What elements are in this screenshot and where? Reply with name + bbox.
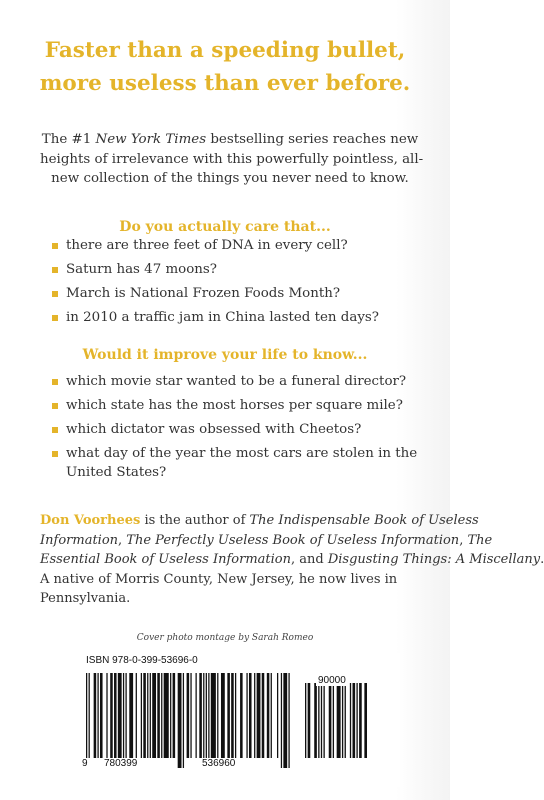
book-title: Essential Book of Useless Information	[40, 552, 291, 567]
barcode-digit-prefix: 9	[82, 758, 88, 769]
list-item-text: which movie star wanted to be a funeral director?	[66, 374, 407, 389]
barcode-bar	[314, 683, 317, 758]
barcode-bar	[196, 673, 197, 758]
list-item-text: what day of the year the most cars are stolen in the United States?	[66, 446, 418, 480]
headline-line-2: more useless than ever before.	[39, 71, 411, 96]
bio-text: .	[540, 552, 544, 567]
barcode-bar	[227, 673, 230, 758]
barcode-bar	[305, 683, 306, 758]
book-title: The Perfectly Useless Book of Useless Information	[126, 532, 460, 548]
barcode-bar	[106, 673, 107, 758]
barcode-bar	[364, 683, 367, 758]
barcode-bar	[308, 683, 311, 758]
list-item	[52, 308, 432, 327]
list-item-text: March is National Frozen Foods Month?	[66, 286, 341, 301]
barcode-digits-left: 780399	[104, 758, 138, 769]
list-item-text: which dictator was obsessed with Cheetos?	[66, 422, 362, 437]
barcode-bar	[152, 673, 156, 758]
barcode-bar	[235, 673, 236, 758]
section1-heading: Do you actually care that...	[119, 219, 331, 235]
barcode-bar	[208, 673, 209, 758]
list-item-text: which state has the most horses per square mile?	[66, 398, 403, 413]
barcode-bar	[157, 673, 160, 758]
barcode-bar	[125, 673, 126, 758]
bio-line-4: A native of Morris County, New Jersey, he now lives in	[40, 571, 398, 587]
barcode-bar	[277, 673, 278, 758]
bio-line-2	[40, 531, 493, 551]
barcode-bar	[321, 683, 322, 758]
barcode-bar	[141, 673, 142, 758]
list-item	[52, 444, 427, 482]
barcode-bar	[89, 673, 90, 768]
barcode-bar	[288, 673, 289, 768]
barcode-addon-digits: 90000	[318, 675, 346, 686]
barcode-bar	[150, 673, 151, 758]
intro-line-1	[40, 130, 420, 150]
barcode-bar	[86, 673, 87, 768]
barcode-bar	[240, 673, 243, 758]
barcode-bar	[257, 673, 261, 758]
barcode-bar	[333, 683, 334, 758]
barcode-bar	[183, 673, 184, 768]
headline-line-1: Faster than a speeding bullet,	[44, 38, 406, 63]
barcode-bar	[267, 673, 270, 758]
isbn-number: ISBN 978-0-399-53696-0	[86, 655, 198, 666]
barcode-bar	[164, 673, 169, 758]
barcode-bar	[262, 673, 265, 758]
bio-text: is the author of	[140, 513, 250, 528]
barcode-bar	[231, 673, 234, 758]
barcode-bar	[211, 673, 216, 758]
barcode-bars	[86, 673, 296, 768]
list-item	[52, 284, 432, 303]
bio-text: ,	[459, 532, 468, 548]
barcode-bar	[114, 673, 117, 758]
book-title: The	[467, 532, 493, 548]
list-item-text: in 2010 a traffic jam in China lasted ten days?	[66, 310, 379, 325]
intro-text: The #1	[41, 132, 96, 147]
barcode-bar	[356, 683, 357, 758]
barcode-bar	[100, 673, 103, 758]
headline	[30, 34, 420, 100]
barcode-bar	[345, 683, 346, 758]
barcode-bar	[147, 673, 148, 758]
barcode-bar	[143, 673, 146, 758]
barcode-bar	[178, 673, 182, 768]
intro-text: bestselling series reaches new	[206, 132, 419, 147]
barcode-bar	[342, 683, 343, 758]
barcode-bar	[359, 683, 362, 758]
barcode	[80, 653, 400, 787]
section2-heading: Would it improve your life to know...	[82, 347, 368, 363]
barcode-bar	[203, 673, 204, 758]
barcode-bar	[118, 673, 122, 758]
bio-line-3	[40, 550, 544, 570]
barcode-bar	[161, 673, 162, 758]
barcode-bar	[136, 673, 137, 758]
barcode-bar	[123, 673, 124, 758]
list-item	[52, 420, 427, 439]
list-item	[52, 236, 432, 255]
barcode-bar	[221, 673, 225, 758]
barcode-bar	[283, 673, 287, 768]
list-item-text: there are three feet of DNA in every cell?	[66, 238, 348, 253]
barcode-bar	[206, 673, 207, 758]
section2-list	[52, 372, 427, 487]
barcode-bar	[254, 673, 255, 758]
barcode-bar	[110, 673, 113, 758]
list-item-text: Saturn has 47 moons?	[66, 262, 217, 277]
barcode-bar	[129, 673, 133, 758]
barcode-bar	[94, 673, 97, 758]
barcode-bar	[352, 683, 355, 758]
author-bio	[40, 511, 544, 609]
list-item	[52, 396, 427, 415]
barcode-bar	[350, 683, 351, 758]
book-title: Information	[40, 532, 119, 548]
barcode-bar	[281, 673, 282, 768]
intro-paragraph	[40, 130, 424, 189]
intro-line-2: heights of irrelevance with this powerfully pointless, all-	[40, 151, 424, 167]
section1-list	[52, 236, 432, 332]
author-name: Don Voorhees	[40, 513, 141, 528]
barcode-bar	[187, 673, 190, 758]
barcode-bar	[271, 673, 272, 758]
intro-line-3: new collection of the things you never need to know.	[51, 171, 409, 186]
barcode-bar	[337, 683, 341, 758]
barcode-addon-bars	[305, 683, 375, 768]
intro-newspaper: New York Times	[95, 132, 207, 147]
list-item	[52, 372, 427, 391]
bio-line-1	[40, 511, 479, 531]
barcode-bar	[246, 673, 247, 758]
barcode-digits-right: 536960	[202, 758, 236, 769]
barcode-bar	[170, 673, 171, 758]
list-item	[52, 260, 432, 279]
bio-text: , and	[290, 552, 328, 567]
bio-line-5: Pennsylvania.	[40, 591, 131, 606]
barcode-bar	[199, 673, 202, 758]
barcode-bar	[318, 683, 319, 758]
barcode-bar	[97, 673, 98, 758]
barcode-bar	[217, 673, 218, 758]
book-title: Disgusting Things: A Miscellany	[327, 552, 541, 567]
barcode-bar	[329, 683, 332, 758]
barcode-bar	[173, 673, 176, 758]
photo-credit: Cover photo montage by Sarah Romeo	[136, 633, 314, 643]
barcode-bar	[323, 683, 324, 758]
barcode-bar	[249, 673, 252, 758]
book-title: The Indispensable Book of Useless	[249, 513, 479, 528]
barcode-bar	[190, 673, 191, 758]
bio-text: ,	[118, 532, 127, 548]
